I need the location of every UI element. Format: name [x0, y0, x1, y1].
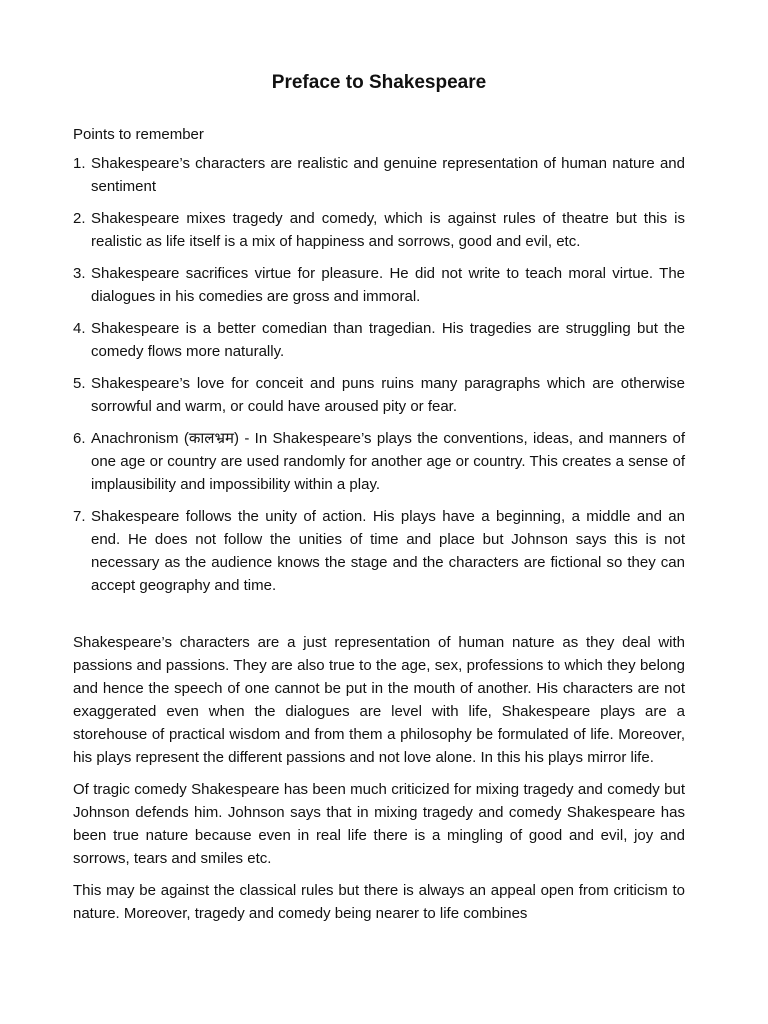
point-number: 2.	[73, 210, 86, 227]
section-spacer	[73, 606, 685, 631]
point-text: Shakespeare sacrifices virtue for pleasure. He did not write to teach moral virtue. The dialogues in his comedies are gross and immoral.	[91, 265, 685, 305]
point-item-6	[73, 427, 685, 496]
point-item-2	[73, 207, 685, 253]
point-item-4	[73, 317, 685, 363]
point-text: Shakespeare follows the unity of action. His plays have a beginning, a middle and an end. He does not follow the unities of time and place but Johnson says this is not necessary as the audience knows the stage and the characters are fictional so they can accept geography and time.	[91, 508, 685, 594]
points-list	[73, 152, 685, 597]
body-paragraph-2: Of tragic comedy Shakespeare has been much criticized for mixing tragedy and comedy but Johnson defends him. Johnson says that in mixing tragedy and comedy Shakespeare has been true nature because even in real life there is a mingling of good and evil, joy and sorrows, tears and smiles etc.	[73, 781, 685, 867]
point-item-5	[73, 372, 685, 418]
page-title: Preface to Shakespeare	[271, 72, 487, 93]
point-number: 5.	[73, 375, 86, 392]
points-subheading: Points to remember	[73, 126, 204, 143]
point-item-1	[73, 152, 685, 198]
body-paragraph-3: This may be against the classical rules but there is always an appeal open from criticism to nature. Moreover, tragedy and comedy being nearer to life combines	[73, 882, 685, 922]
point-item-7	[73, 505, 685, 597]
point-text: Shakespeare’s characters are realistic and genuine representation of human nature and sentiment	[91, 155, 685, 195]
point-text: Shakespeare mixes tragedy and comedy, which is against rules of theatre but this is realistic as life itself is a mix of happiness and sorrows, good and evil, etc.	[91, 210, 685, 250]
point-text: Shakespeare’s love for conceit and puns ruins many paragraphs which are otherwise sorrowful and warm, or could have aroused pity or fear.	[91, 375, 685, 415]
point-number: 7.	[73, 508, 86, 525]
point-text: Anachronism (कालभ्रम) - In Shakespeare’s plays the conventions, ideas, and manners of one age or country are used randomly for another age or country. This creates a sense of implausibility and impossibility within a play.	[91, 430, 685, 493]
point-number: 1.	[73, 155, 86, 172]
point-number: 3.	[73, 265, 86, 282]
point-text: Shakespeare is a better comedian than tragedian. His tragedies are struggling but the comedy flows more naturally.	[91, 320, 685, 360]
body-paragraph-1: Shakespeare’s characters are a just representation of human nature as they deal with passions and passions. They are also true to the age, sex, professions to which they belong and hence the speech of one cannot be put in the mouth of another. His characters are not exaggerated even when the dialogues are level with life, Shakespeare plays are a storehouse of practical wisdom and from them a philosophy be formulated of life. Moreover, his plays represent the different passions and not love alone. In this his plays mirror life.	[73, 634, 685, 766]
point-number: 4.	[73, 320, 86, 337]
point-number: 6.	[73, 430, 86, 447]
point-item-3	[73, 262, 685, 308]
